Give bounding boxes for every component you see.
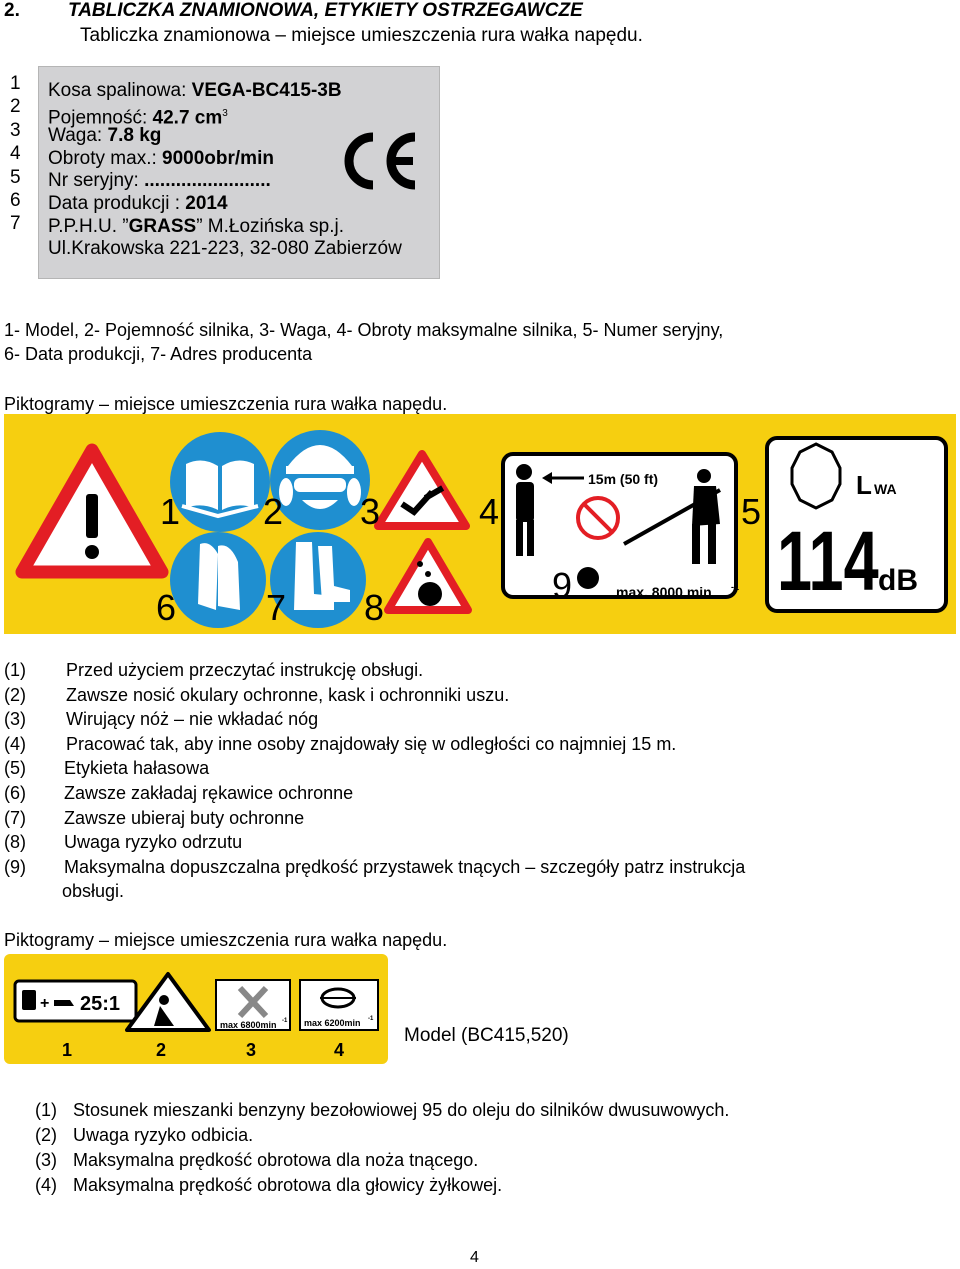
section-number: 2. [4, 0, 20, 21]
section-subtitle: Tabliczka znamionowa – miejsce umieszczenia rura wałka napędu. [80, 25, 643, 46]
noise-symbol: L [856, 470, 872, 500]
list-item: obsługi. [62, 881, 125, 902]
helmet-goggles-icon [270, 430, 370, 530]
row-number: 6 [10, 189, 21, 211]
model-pictogram-graphic [4, 954, 388, 1064]
bystander-icon [516, 464, 532, 480]
row-number: 5 [10, 166, 21, 188]
pictogram-number: 1 [160, 491, 181, 532]
plate-line-serial: Nr seryjny: ........................ [48, 170, 271, 192]
projectile-warning-icon [388, 542, 468, 610]
head-speed-sup: -1 [368, 1016, 374, 1022]
list-item: (8) Uwaga ryzyko odrzutu [4, 832, 243, 853]
noise-value: 114 [777, 514, 879, 609]
plate-legend [4, 318, 723, 366]
list-item: (9) Maksymalna dopuszczalna prędkość przystawek tnących – szczegóły patrz instrukcja [4, 856, 746, 877]
pictogram-number: 2 [156, 1040, 167, 1060]
pictograms-heading: Piktogramy – miejsce umieszczenia rura wałka napędu. [4, 930, 448, 950]
list-item: (4) Pracować tak, aby inne osoby znajdowały się w odległości co najmniej 15 m. [4, 733, 677, 754]
plate-line-model: Kosa spalinowa: VEGA-BC415-3B [48, 80, 342, 101]
mix-ratio: 25:1 [80, 993, 121, 1015]
distance-label: 15m (50 ft) [588, 471, 659, 487]
read-manual-icon [170, 432, 270, 532]
list-item: (1) Przed użyciem przeczytać instrukcję obsługi. [4, 660, 424, 680]
plate-line-rpm: Obroty max.: 9000obr/min [48, 147, 274, 169]
list-item: (3) Maksymalna prędkość obrotowa dla noża tnącego. [35, 1150, 479, 1170]
gloves-icon [170, 532, 266, 628]
list-item: (1) Stosunek mieszanki benzyny bezołowiowej 95 do oleju do silników dwusuwowych. [35, 1100, 730, 1120]
max-speed-label: max. 8000 min [616, 584, 712, 600]
plate-line-capacity: Pojemność: 42.7 $cm^3$ [48, 106, 228, 128]
model-pictogram-list [35, 1098, 729, 1198]
operator-icon [697, 469, 711, 483]
pictograms-heading: Piktogramy – miejsce umieszczenia rura wałka napędu. [4, 394, 448, 414]
row-number: 3 [10, 119, 21, 141]
max-speed-sup: -1 [731, 582, 740, 592]
pictogram-number: 9 [552, 565, 573, 606]
row-number: 1 [10, 73, 21, 94]
fuel-pump-icon [22, 990, 36, 1010]
pictogram-band-graphic [4, 414, 956, 634]
noise-unit: dB [878, 564, 918, 597]
pictogram-band-main [4, 414, 956, 634]
page-number: 4 [470, 1249, 479, 1266]
list-item: (7) Zawsze ubieraj buty ochronne [4, 807, 305, 828]
list-item: (2) Zawsze nosić okulary ochronne, kask i ochronniki uszu. [4, 684, 510, 705]
pictogram-number: 1 [62, 1040, 73, 1060]
plate-line-address: Ul.Krakowska 221-223, 32-080 Zabierzów [48, 238, 402, 260]
plate-line-weight: Waga: 7.8 kg [48, 125, 162, 147]
svg-text:+: + [40, 995, 50, 1012]
list-item: (3) Wirujący nóż – nie wkładać nóg [4, 709, 319, 730]
list-item: (4) Maksymalna prędkość obrotowa dla głowicy żyłkowej. [35, 1175, 503, 1195]
row-number: 4 [10, 143, 21, 165]
noise-subscript: WA [874, 481, 897, 497]
blade-speed-sup: -1 [282, 1018, 288, 1024]
noise-label-panel [767, 438, 946, 611]
pictogram-description-list [4, 658, 745, 904]
distance-warning-panel [503, 454, 736, 597]
pictogram-number: 8 [364, 587, 385, 628]
blade-speed-label: max 6800min [220, 1020, 277, 1030]
pictogram-number: 2 [263, 491, 284, 532]
pictogram-number: 7 [266, 587, 287, 628]
list-item: (6) Zawsze zakładaj rękawice ochronne [4, 782, 354, 803]
rating-plate [38, 66, 440, 279]
plate-legend-line: 6- Data produkcji, 7- Adres producenta [4, 344, 313, 364]
ce-mark-icon [337, 131, 419, 191]
plate-line-date: Data produkcji : 2014 [48, 192, 228, 214]
cutting-head-icon [577, 567, 599, 589]
plate-row-numbers [10, 72, 34, 236]
pictogram-number: 4 [334, 1040, 345, 1060]
list-item: (2) Uwaga ryzyko odbicia. [35, 1125, 254, 1145]
plate-line-manufacturer: P.P.H.U. ”GRASS” M.Łozińska sp.j. [48, 215, 345, 237]
pictogram-band-model [4, 954, 388, 1064]
pictogram-number: 6 [156, 587, 177, 628]
rotating-blade-foot-icon [378, 454, 466, 526]
row-number: 2 [10, 96, 21, 118]
warning-triangle-icon [22, 450, 162, 572]
pictogram-number: 3 [246, 1040, 257, 1060]
model-label: Model (BC415,520) [404, 1025, 569, 1046]
section-title: TABLICZKA ZNAMIONOWA, ETYKIETY OSTRZEGAWCZE [68, 0, 583, 21]
pictogram-number: 3 [360, 491, 381, 532]
row-number: 7 [10, 213, 21, 235]
plate-legend-line: 1- Model, 2- Pojemność silnika, 3- Waga, 4- Obroty maksymalne silnika, 5- Numer seryjny, [4, 320, 724, 340]
list-item: (5) Etykieta hałasowa [4, 758, 210, 779]
pictogram-number: 4 [479, 491, 500, 532]
pictogram-number: 5 [741, 491, 762, 532]
head-speed-label: max 6200min [304, 1018, 361, 1028]
